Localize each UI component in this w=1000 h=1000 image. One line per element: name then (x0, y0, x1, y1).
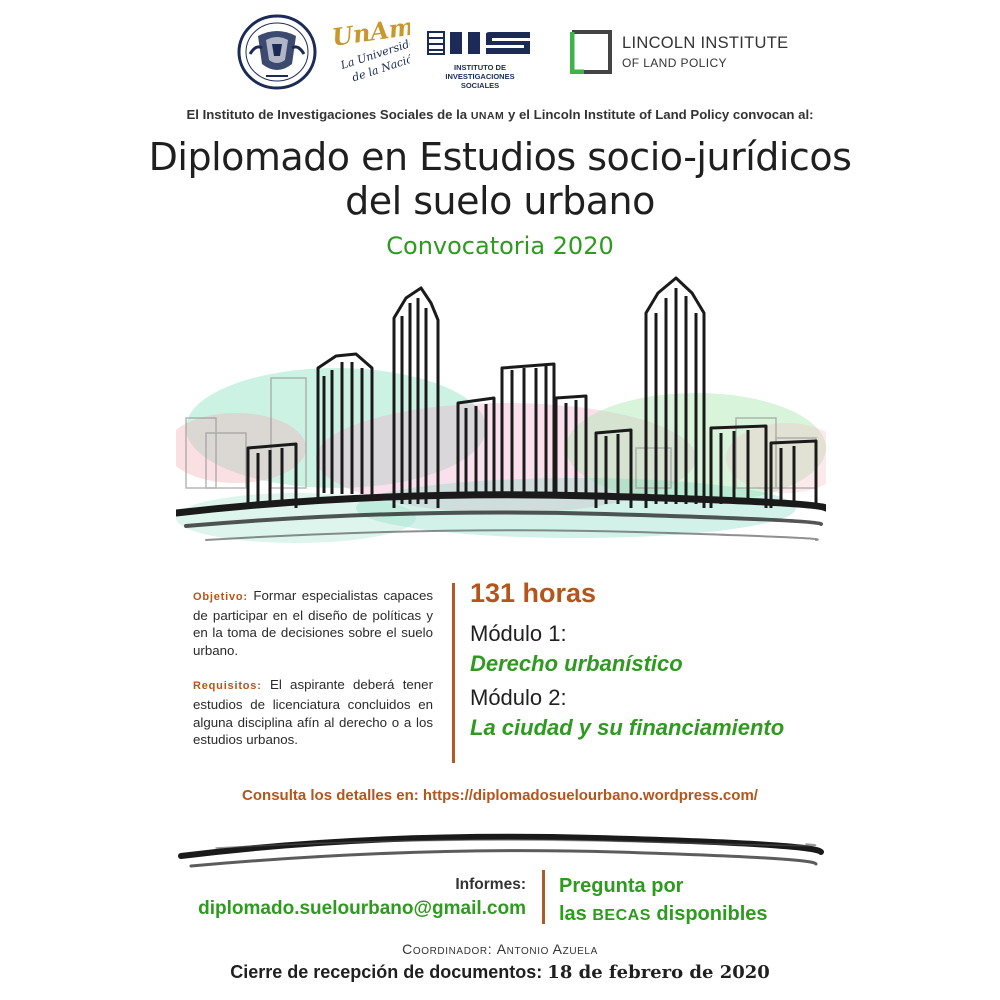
unam-seal-logo (236, 14, 318, 90)
becas-word: BECAS (592, 907, 651, 924)
unam-abbrev: UNAM (470, 110, 505, 122)
coordinator-label: Coordinador (402, 941, 488, 957)
details-link[interactable]: Consulta los detalles en: https://diplomadosuelourbano.wordpress.com/ (242, 787, 758, 804)
iis-logo (426, 30, 534, 90)
requisitos-paragraph: Requisitos: El aspirante deberá tener estudios de licenciatura concluidos en alguna disciplina afín al derecho o a los estudios urbanos. (193, 677, 433, 748)
lincoln-subtitle: OF LAND POLICY (622, 56, 727, 70)
module-1-name: Derecho urbanístico (470, 651, 683, 676)
logo-row (0, 14, 1000, 94)
unam-script-logo (330, 14, 410, 90)
title-line1: Diplomado en Estudios socio-jurídicos (148, 135, 852, 179)
deadline-line (0, 962, 1000, 983)
intro-line: El Instituto de Investigaciones Sociales de la UNAM y el Lincoln Institute of Land Policy convocan al: (186, 107, 814, 122)
description-column (193, 587, 433, 766)
requisitos-label: Requisitos: (193, 680, 262, 693)
contact-email-link[interactable]: diplomado.suelourbano@gmail.com (198, 898, 526, 919)
contact-divider (542, 870, 545, 924)
page-title (0, 135, 1000, 223)
deadline-label: Cierre de recepción de documentos: (230, 962, 548, 982)
title-line2: del suelo urbano (345, 179, 655, 223)
hours-count: 131 horas (470, 578, 597, 608)
iis-caption-line1: INSTITUTO DE INVESTIGACIONES (445, 63, 515, 81)
module-2-name: La ciudad y su financiamiento (470, 715, 785, 740)
coordinator-name: Antonio Azuela (496, 941, 598, 957)
brush-stroke-divider (176, 826, 826, 876)
svg-text:de la Nación: de la Nación (350, 50, 410, 85)
module-1-label: Módulo 1: (470, 621, 567, 646)
deadline-date: 18 de febrero de 2020 (547, 962, 770, 983)
objetivo-paragraph: Objetivo: Formar especialistas capaces de participar en el diseño de políticas y en la toma de decisiones sobre el suelo urbano. (193, 588, 433, 658)
city-skyline-illustration (176, 258, 826, 588)
module-2-label: Módulo 2: (470, 685, 567, 710)
lincoln-name: LINCOLN INSTITUTE (622, 34, 789, 52)
vertical-divider (452, 583, 455, 763)
unam-script-word: UnAm (330, 14, 410, 52)
convocatoria-heading: Convocatoria 2020 (386, 232, 614, 260)
informes-label: Informes: (455, 876, 526, 893)
objetivo-label: Objetivo: (193, 591, 248, 603)
svg-text:La Universidad: La Universidad (338, 33, 410, 73)
lincoln-mark-icon (570, 30, 612, 74)
coordinator-line: Coordinador: Antonio Azuela (402, 941, 598, 957)
modules-column (470, 575, 830, 743)
becas-note: Pregunta por las BECAS disponibles (559, 875, 768, 925)
iis-caption-line2: SOCIALES (460, 81, 500, 90)
lincoln-institute-logo (570, 30, 790, 90)
